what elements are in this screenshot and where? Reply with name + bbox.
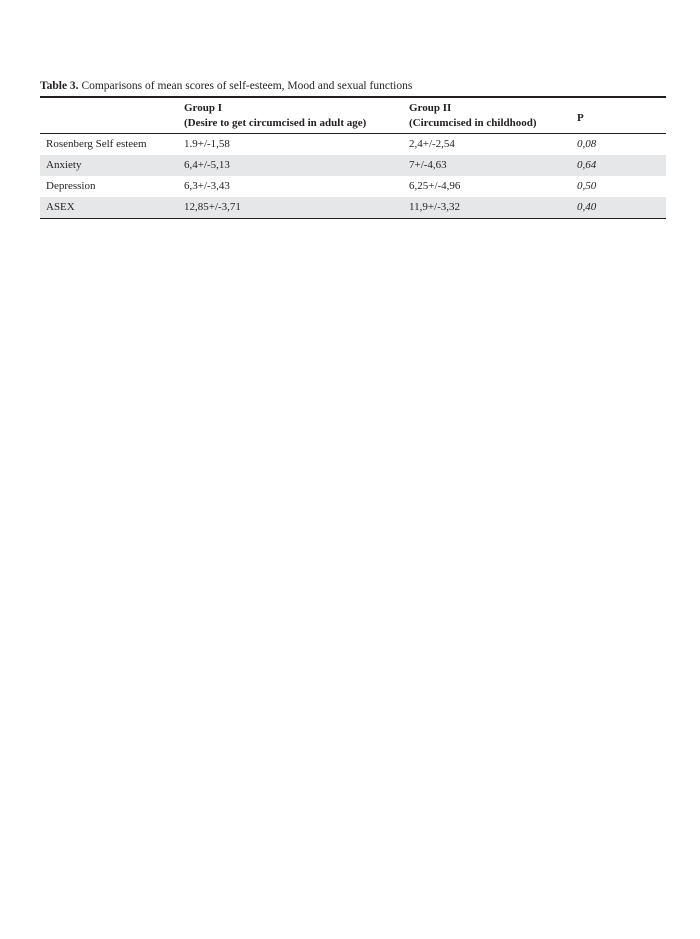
table-row	[40, 197, 666, 219]
header-group-1	[178, 97, 403, 134]
cell-p-value: 0,50	[577, 180, 597, 192]
cell-measure: ASEX	[40, 197, 178, 219]
cell-p-value: 0,08	[577, 138, 597, 150]
cell-group-1: 1.9+/-1,58	[184, 138, 230, 150]
header-p-value: P	[577, 112, 584, 124]
table-3	[40, 78, 666, 219]
table-caption	[40, 78, 666, 94]
cell-group-2: 6,25+/-4,96	[409, 180, 461, 192]
cell-group-2: 2,4+/-2,54	[409, 138, 455, 150]
comparison-table	[40, 96, 666, 219]
cell-group-2: 7+/-4,63	[403, 155, 571, 176]
cell-group-1: 12,85+/-3,71	[178, 197, 403, 219]
cell-group-2: 11,9+/-3,32	[403, 197, 571, 219]
header-group-2	[403, 97, 571, 134]
table-row	[40, 155, 666, 176]
header-group-1-title: Group I	[184, 102, 223, 114]
cell-group-1: 6,4+/-5,13	[178, 155, 403, 176]
table-header	[40, 97, 666, 134]
header-measure	[40, 97, 178, 134]
table-row	[40, 176, 666, 197]
cell-measure: Rosenberg Self esteem	[46, 138, 147, 150]
cell-p-value: 0,40	[571, 197, 666, 219]
table-body	[40, 134, 666, 219]
cell-p-value: 0,64	[571, 155, 666, 176]
header-group-2-subtitle: (Circumcised in childhood)	[409, 117, 537, 129]
cell-measure: Anxiety	[40, 155, 178, 176]
header-group-1-subtitle: (Desire to get circumcised in adult age)	[184, 117, 367, 129]
cell-group-1: 6,3+/-3,43	[184, 180, 230, 192]
header-group-2-title: Group II	[409, 102, 452, 114]
caption-text: Comparisons of mean scores of self-esteem, Mood and sexual functions	[78, 80, 413, 92]
cell-measure: Depression	[46, 180, 96, 192]
table-row	[40, 134, 666, 156]
header-row	[40, 97, 666, 134]
caption-label: Table 3.	[40, 80, 79, 92]
